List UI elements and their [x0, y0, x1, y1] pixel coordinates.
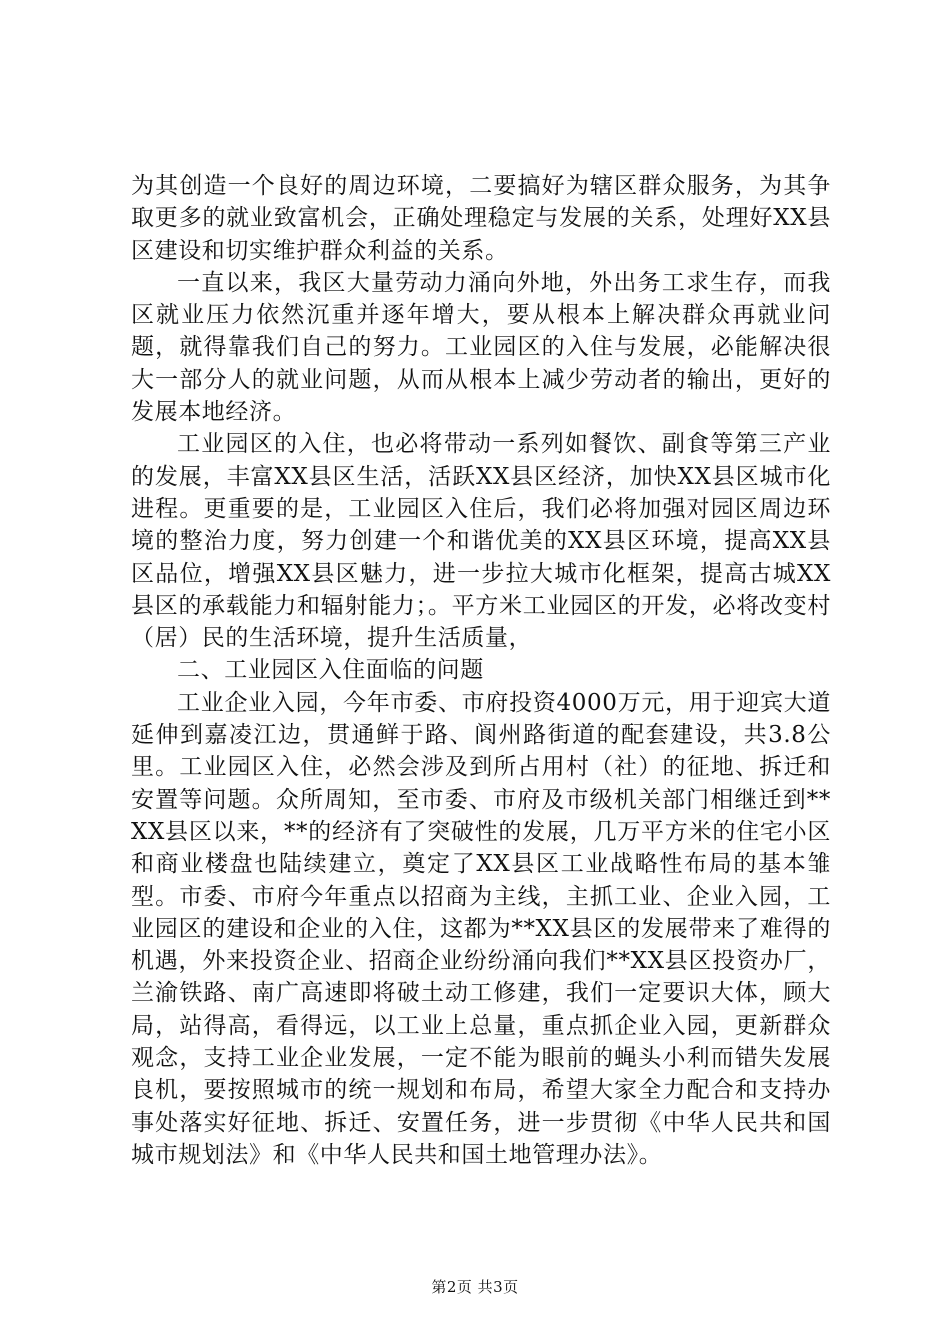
paragraph-employment: 一直以来，我区大量劳动力涌向外地，外出务工求生存，而我区就业压力依然沉重并逐年增大，要从根本上解决群众再就业问题，就得靠我们自己的努力。工业园区的入住与发展，必能解决很大一部分人的就业问题，从而从根本上减少劳动者的输出，更好的发展本地经济。 — [131, 269, 831, 426]
section-heading-problems: 二、工业园区入住面临的问题 — [177, 657, 484, 684]
document-body — [131, 170, 831, 1171]
paragraph-continued: 为其创造一个良好的周边环境，二要搞好为辖区群众服务，为其争取更多的就业致富机会，正确处理稳定与发展的关系，处理好XX县区建设和切实维护群众利益的关系。 — [131, 173, 831, 264]
page-number-footer: 第2页 共3页 — [431, 1278, 519, 1296]
paragraph-industry-park-benefits: 工业园区的入住，也必将带动一系列如餐饮、副食等第三产业的发展，丰富XX县区生活，活跃XX县区经济，加快XX县区城市化进程。更重要的是，工业园区入住后，我们必将加强对园区周边环境的整治力度，努力创建一个和谐优美的XX县区环境，提高XX县区品位，增强XX县区魅力，进一步拉大城市化框架，提高古城XX县区的承载能力和辐射能力；。平方米工业园区的开发，必将改变村（居）民的生活环境，提升生活质量， — [131, 431, 831, 652]
paragraph-enterprise-entry: 工业企业入园，今年市委、市府投资4000万元，用于迎宾大道延伸到嘉凌江边，贯通鲜于路、阆州路街道的配套建设，共3.8公里。工业园区入住，必然会涉及到所占用村（社）的征地、拆迁和安置等问题。众所周知，至市委、市府及市级机关部门相继迁到**XX县区以来，**的经济有了突破性的发展，几万平方米的住宅小区和商业楼盘也陆续建立，奠定了XX县区工业战略性布局的基本雏型。市委、市府今年重点以招商为主线，主抓工业、企业入园，工业园区的建设和企业的入住，这都为**XX县区的发展带来了难得的机遇，外来投资企业、招商企业纷纷涌向我们**XX县区投资办厂，兰渝铁路、南广高速即将破土动工修建，我们一定要识大体，顾大局，站得高，看得远，以工业上总量，重点抓企业入园，更新群众观念，支持工业企业发展，一定不能为眼前的蝇头小利而错失发展良机，要按照城市的统一规划和布局，希望大家全力配合和支持办事处落实好征地、拆迁、安置任务，进一步贯彻《中华人民共和国城市规划法》和《中华人民共和国土地管理办法》。 — [131, 689, 831, 1168]
